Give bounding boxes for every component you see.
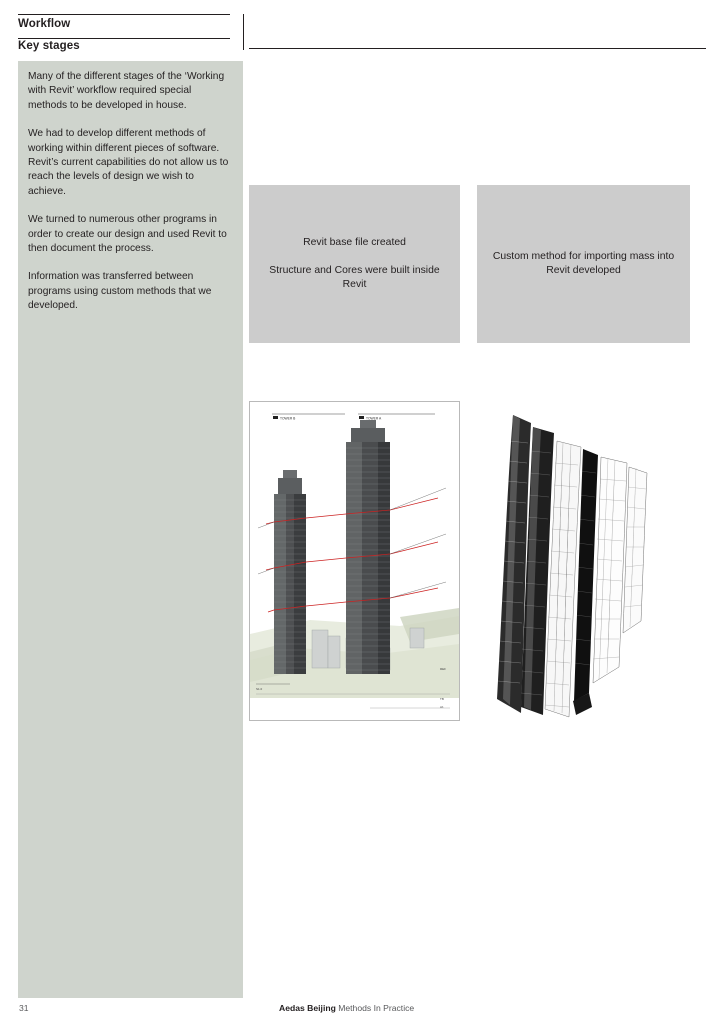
svg-text:TOWER B: TOWER B bbox=[280, 416, 296, 421]
panel-paragraph-2: We had to develop different methods of working within different pieces of software. Revit’s current capabilities do not allow us to reach the levels of design we wish to achieve. bbox=[28, 128, 229, 197]
page-subtitle: Key stages bbox=[18, 40, 80, 52]
caption-line-2: Structure and Cores were built inside Revit bbox=[269, 265, 440, 290]
svg-text:TOWER A: TOWER A bbox=[366, 416, 382, 421]
svg-text:A1: A1 bbox=[440, 705, 444, 709]
header-vertical-divider bbox=[243, 14, 244, 50]
figure-facade-mass-render bbox=[477, 401, 690, 721]
caption-line-1: Revit base file created bbox=[303, 237, 406, 248]
panel-paragraph-1: Many of the different stages of the ‘Working with Revit’ workflow required special methods to be developed in house. bbox=[28, 71, 225, 111]
tower-model-graphic bbox=[250, 402, 459, 720]
caption-line-1: Custom method for importing mass into Revit developed bbox=[492, 251, 675, 276]
panel-paragraph-3: We turned to numerous other programs in order to create our design and used Revit to then document the process. bbox=[28, 214, 227, 255]
page-footer bbox=[0, 1003, 724, 1023]
footer-brand: Aedas Beijing bbox=[279, 1003, 336, 1013]
page-header bbox=[18, 14, 230, 62]
page-title: Workflow bbox=[18, 18, 71, 30]
panel-paragraph-4: Information was transferred between programs using custom methods that we developed. bbox=[28, 271, 212, 312]
content-top-rule bbox=[249, 48, 706, 49]
figure-revit-tower-model bbox=[249, 401, 460, 721]
svg-text:TB: TB bbox=[440, 697, 444, 701]
left-text-panel bbox=[18, 61, 243, 998]
page-number: 31 bbox=[19, 1003, 29, 1013]
svg-text:REF: REF bbox=[440, 667, 446, 671]
caption-revit-base-file bbox=[249, 185, 460, 343]
svg-text:S1.0: S1.0 bbox=[256, 687, 263, 691]
caption-custom-mass-import bbox=[477, 185, 690, 343]
facade-mass-graphic bbox=[477, 401, 690, 721]
footer-credit bbox=[279, 1003, 414, 1013]
footer-subtitle: Methods In Practice bbox=[338, 1003, 415, 1013]
